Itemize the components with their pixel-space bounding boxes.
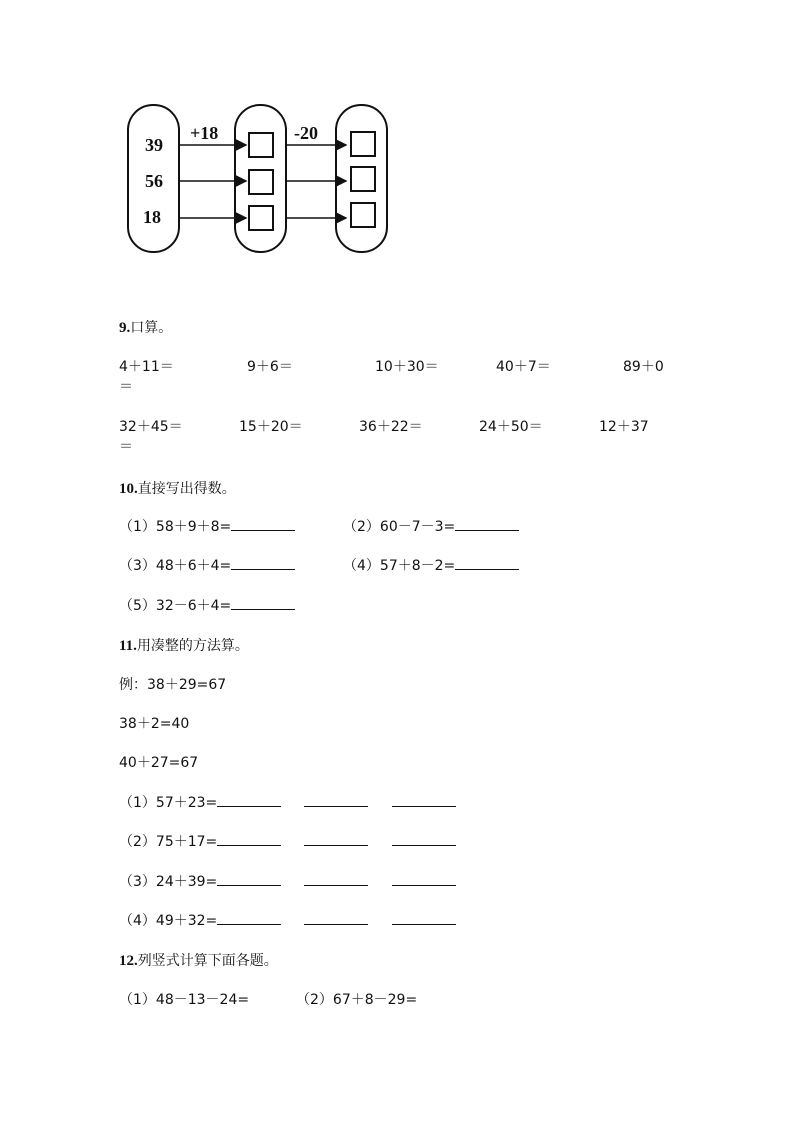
q11-item (119, 871, 281, 891)
answer-blank[interactable] (304, 924, 368, 925)
q12-item: （1）48－13－24= (119, 992, 250, 1008)
question-title: 直接写出得数。 (137, 481, 236, 497)
input-value: 18 (143, 207, 161, 227)
q9-expr-wrap: ＝ (119, 379, 133, 395)
q9-expr: 89＋0 (623, 359, 664, 375)
q9-expr: 10＋30＝ (375, 359, 439, 375)
q11-expr: （4）49＋32= (119, 913, 218, 929)
q10-item (119, 595, 295, 615)
operation-label: -20 (294, 123, 318, 143)
example-line: 例：38＋29=67 (119, 677, 227, 693)
answer-blank[interactable] (217, 912, 281, 925)
answer-blank[interactable] (304, 806, 368, 807)
q9-expr: 40＋7＝ (496, 359, 551, 375)
question-title: 列竖式计算下面各题。 (137, 953, 278, 969)
q9-expr: 4＋11＝ (119, 359, 174, 375)
q10-expr: （4）57＋8－2= (343, 558, 456, 574)
q10-item (119, 555, 295, 575)
answer-blank[interactable] (392, 845, 456, 846)
answer-box[interactable] (351, 132, 375, 156)
q10-expr: （1）58＋9＋8= (119, 519, 232, 535)
q11-item (119, 792, 281, 812)
flow-diagram (0, 0, 793, 270)
example-line: 38＋2=40 (119, 716, 190, 732)
q9-expr: 12＋37 (599, 419, 649, 435)
q10-expr: （3）48＋6＋4= (119, 558, 232, 574)
q11-expr: （2）75＋17= (119, 834, 218, 850)
q9-expr: 15＋20＝ (239, 419, 303, 435)
q9-expr: 24＋50＝ (479, 419, 543, 435)
question-9-heading (119, 317, 172, 337)
question-11-heading (119, 635, 249, 655)
operation-label: +18 (190, 123, 219, 143)
question-number: 9. (119, 320, 131, 336)
answer-blank[interactable] (392, 806, 456, 807)
q9-expr-wrap: ＝ (119, 439, 133, 455)
answer-blank[interactable] (455, 518, 519, 531)
question-10-heading (119, 478, 236, 498)
q12-item: （2）67＋8－29= (296, 992, 418, 1008)
q11-expr: （1）57＋23= (119, 795, 218, 811)
answer-blank[interactable] (231, 518, 295, 531)
input-value: 39 (145, 135, 163, 155)
answer-box[interactable] (249, 133, 273, 157)
question-12-heading (119, 950, 278, 970)
q10-item (343, 555, 519, 575)
answer-box[interactable] (249, 206, 273, 230)
answer-blank[interactable] (217, 833, 281, 846)
answer-blank[interactable] (392, 885, 456, 886)
answer-box[interactable] (249, 170, 273, 194)
answer-blank[interactable] (392, 924, 456, 925)
question-number: 10. (119, 481, 138, 497)
answer-blank[interactable] (217, 873, 281, 886)
answer-box[interactable] (351, 167, 375, 191)
q11-item (119, 831, 281, 851)
question-number: 11. (119, 638, 137, 654)
q9-expr: 9＋6＝ (247, 359, 293, 375)
answer-box[interactable] (351, 203, 375, 227)
q10-item (343, 516, 519, 536)
q10-item (119, 516, 295, 536)
q10-expr: （2）60－7－3= (343, 519, 456, 535)
answer-blank[interactable] (304, 885, 368, 886)
q10-expr: （5）32－6＋4= (119, 598, 232, 614)
question-title: 口算。 (130, 320, 173, 336)
q9-expr: 36＋22＝ (359, 419, 423, 435)
q9-expr: 32＋45＝ (119, 419, 183, 435)
answer-blank[interactable] (231, 597, 295, 610)
q11-expr: （3）24＋39= (119, 874, 218, 890)
answer-blank[interactable] (217, 794, 281, 807)
input-value: 56 (145, 171, 163, 191)
answer-blank[interactable] (231, 557, 295, 570)
question-number: 12. (119, 953, 138, 969)
q11-item (119, 910, 281, 930)
answer-blank[interactable] (455, 557, 519, 570)
example-line: 40＋27=67 (119, 755, 199, 771)
question-title: 用凑整的方法算。 (136, 638, 249, 654)
answer-blank[interactable] (304, 845, 368, 846)
